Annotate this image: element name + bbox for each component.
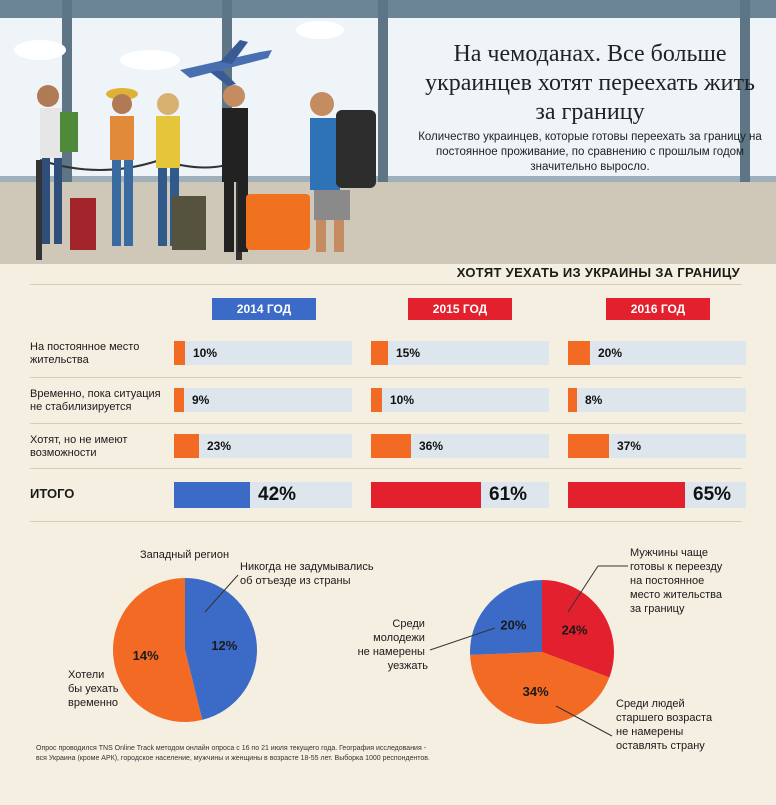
bar-value-label: 9%: [192, 393, 210, 407]
bar: [174, 482, 250, 508]
bar-background: [371, 388, 549, 412]
year-badge-2016: 2016 ГОД: [606, 298, 710, 320]
pie-chart-demographics: [470, 580, 614, 724]
bar-background: [174, 482, 352, 508]
pie-2-label-men: Мужчины чаще готовы к переезду на постоянное место жительства за границу: [630, 547, 723, 615]
pie-slice-label: 20%: [500, 617, 527, 633]
bar-background: [174, 341, 352, 365]
divider: [30, 377, 742, 378]
bar-background: [174, 434, 352, 458]
pie-1-label-temporary: Хотели бы уехать временно: [68, 669, 119, 709]
bar-background: [568, 482, 746, 508]
year-badge-2015: 2015 ГОД: [408, 298, 512, 320]
bar-value-label: 37%: [617, 439, 642, 453]
pie-2-label-older: Среди людей старшего возраста не намерены оставлять страну: [616, 698, 713, 752]
pie-slice-label: 34%: [522, 684, 549, 700]
divider: [30, 284, 742, 285]
bar-value-label: 65%: [693, 484, 732, 505]
row-label-temporary: Временно, пока ситуация не стабилизируется: [30, 388, 161, 413]
bar: [568, 482, 685, 508]
bar-background: [371, 482, 549, 508]
bar: [371, 434, 411, 458]
bar-value-label: 61%: [489, 484, 528, 505]
bar-value-label: 23%: [207, 439, 232, 453]
bar: [568, 434, 609, 458]
bar: [568, 341, 590, 365]
pie-2-label-youth: Среди молодежи не намерены уезжать: [357, 618, 428, 672]
pie-slice-label: 14%: [132, 647, 159, 663]
bar-background: [568, 388, 746, 412]
footnote: Опрос проводился TNS Online Track методом онлайн опроса с 16 по 21 июля текущего года. География исследования - вся Украина (кроме АРК), городское население, мужчины и женщины в возрасте 18-55 лет. Выборка 1000 респондентов.: [36, 745, 430, 762]
pie-1-title: Западный регион: [140, 549, 230, 561]
bar-value-label: 15%: [396, 346, 421, 360]
bar-value-label: 10%: [390, 393, 415, 407]
bar-value-label: 8%: [585, 393, 603, 407]
row-label-permanent: На постоянное место жительства: [30, 341, 140, 366]
pie-slice-label: 12%: [211, 638, 238, 654]
page-subtitle: Количество украинцев, которые готовы переехать за границу на постоянное проживание, по сравнению с прошлым годом значительно выросло.: [418, 131, 762, 173]
year-badge-2014: 2014 ГОД: [212, 298, 316, 320]
section-title: ХОТЯТ УЕХАТЬ ИЗ УКРАИНЫ ЗА ГРАНИЦУ: [456, 265, 740, 280]
bar: [371, 388, 382, 412]
bar: [174, 388, 184, 412]
page-title: На чемоданах. Все больше украинцев хотят переехать жить за границу: [425, 41, 755, 125]
bar: [371, 341, 388, 365]
bar: [174, 434, 199, 458]
row-label-total: ИТОГО: [30, 486, 75, 501]
hero-illustration: [0, 0, 776, 264]
bar-value-label: 20%: [598, 346, 623, 360]
bar: [371, 482, 481, 508]
pie-1-label-never: Никогда не задумывались об отъезде из страны: [240, 561, 374, 587]
bar-background: [371, 434, 549, 458]
pie-slice-label: 24%: [561, 622, 588, 638]
bar-value-label: 36%: [419, 439, 444, 453]
pie-chart-west: [113, 578, 257, 722]
divider: [30, 468, 742, 469]
bar-background: [371, 341, 549, 365]
bar-value-label: 10%: [193, 346, 218, 360]
bar-background: [568, 434, 746, 458]
row-label-no-possibility: Хотят, но не имеют возможности: [30, 434, 128, 459]
bar-value-label: 42%: [258, 484, 297, 505]
divider: [30, 423, 742, 424]
bar: [568, 388, 577, 412]
bar-background: [174, 388, 352, 412]
bar-background: [568, 341, 746, 365]
divider: [30, 521, 742, 522]
bar: [174, 341, 185, 365]
